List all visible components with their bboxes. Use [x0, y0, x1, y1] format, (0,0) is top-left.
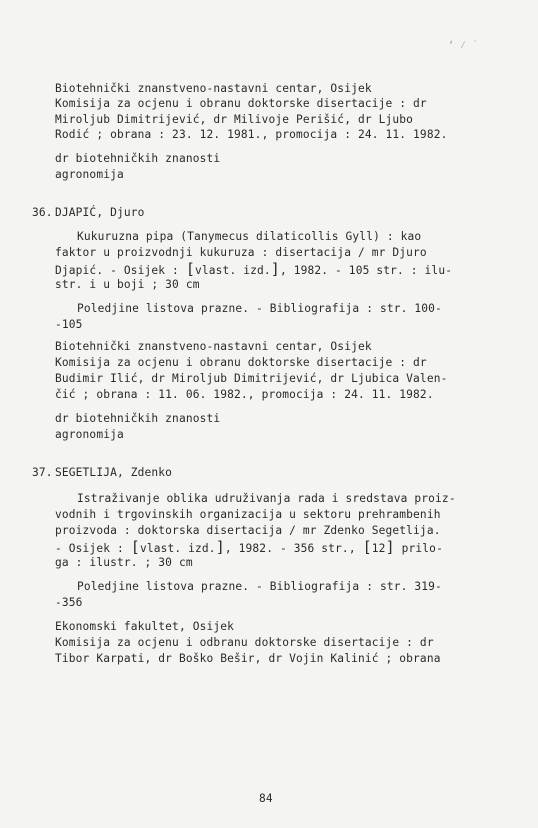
entry37-institution: Ekonomski fakultet, Osijek	[55, 620, 235, 633]
entry36-publisher: vlast. izd.	[195, 264, 271, 277]
entry37-physical-desc: ga : ilustr. ; 30 cm	[55, 556, 193, 569]
entry36-publication-line: Djapić. - Osijek : [vlast. izd.], 1982. - 105 str. : ilu-	[55, 260, 453, 278]
entry36-note-line: -105	[55, 318, 83, 331]
entry36-physical-desc: str. i u boji ; 30 cm	[55, 278, 200, 291]
entry36-institution: Biotehnički znanstveno-nastavni centar, Osijek	[55, 340, 372, 353]
entry37-pub-appendix: prilo-	[394, 542, 443, 555]
entry37-title-line: Istraživanje oblika udruživanja rada i sredstava proiz-	[77, 492, 456, 505]
entry35-degree: dr biotehničkih znanosti	[55, 152, 221, 165]
entry35-committee-line: Rodić ; obrana : 23. 12. 1981., promocija : 24. 11. 1982.	[55, 128, 448, 141]
entry36-committee-line: Budimir Ilić, dr Miroljub Dimitrijević, dr Ljubica Valen-	[55, 372, 448, 385]
entry36-committee-line: čić ; obrana : 11. 06. 1982., promocija : 24. 11. 1982.	[55, 388, 434, 401]
entry35-committee-line: Miroljub Dimitrijević, dr Milivoje Perišić, dr Ljubo	[55, 113, 414, 126]
entry37-note-line: -356	[55, 596, 83, 609]
entry36-field: agronomija	[55, 428, 124, 441]
entry35-field: agronomija	[55, 168, 124, 181]
entry36-pub-place: Djapić. - Osijek :	[55, 264, 186, 277]
scan-smudge: ʻ ⁄ ˙	[448, 40, 479, 51]
entry35-institution: Biotehnički znanstveno-nastavni centar, Osijek	[55, 82, 372, 95]
entry36-degree: dr biotehničkih znanosti	[55, 412, 221, 425]
entry37-number: 37.	[32, 466, 53, 479]
entry36-note-line: Poledjine listova prazne. - Bibliografija : str. 100-	[77, 302, 442, 315]
entry36-author: DJAPIĆ, Djuro	[55, 206, 145, 219]
entry37-title-line: vodnih i trgovinskih organizacija u sektoru prehrambenih	[55, 508, 441, 521]
entry37-title-line: proizvoda : doktorska disertacija / mr Zdenko Segetlija.	[55, 524, 441, 537]
entry37-committee-line: Tibor Karpati, dr Boško Bešir, dr Vojin Kalinić ; obrana	[55, 652, 441, 665]
entry36-title-line: faktor u proizvodnji kukuruza : disertacija / mr Djuro	[55, 246, 427, 259]
entry37-pub-extent: , 1982. - 356 str.,	[224, 542, 363, 555]
entry36-number: 36.	[32, 206, 53, 219]
entry37-publication-line: - Osijek : [vlast. izd.], 1982. - 356 str., [12] prilo-	[55, 538, 443, 556]
page-number: 84	[259, 792, 273, 805]
entry35-committee-line: Komisija za ocjenu i obranu doktorske disertacije : dr	[55, 97, 427, 110]
entry37-appendix-count: 12	[371, 542, 386, 555]
entry37-author: SEGETLIJA, Zdenko	[55, 466, 173, 479]
entry37-committee-line: Komisija za ocjenu i odbranu doktorske disertacije : dr	[55, 636, 434, 649]
entry36-committee-line: Komisija za ocjenu i obranu doktorske disertacije : dr	[55, 356, 427, 369]
entry36-title-line: Kukuruzna pipa (Tanymecus dilaticollis Gyll) : kao	[77, 230, 422, 243]
entry37-pub-place: - Osijek :	[55, 542, 131, 555]
entry37-note-line: Poledjine listova prazne. - Bibliografija : str. 319-	[77, 580, 442, 593]
entry37-publisher: vlast. izd.	[139, 542, 216, 555]
entry36-pub-extent: , 1982. - 105 str. : ilu-	[279, 264, 453, 277]
